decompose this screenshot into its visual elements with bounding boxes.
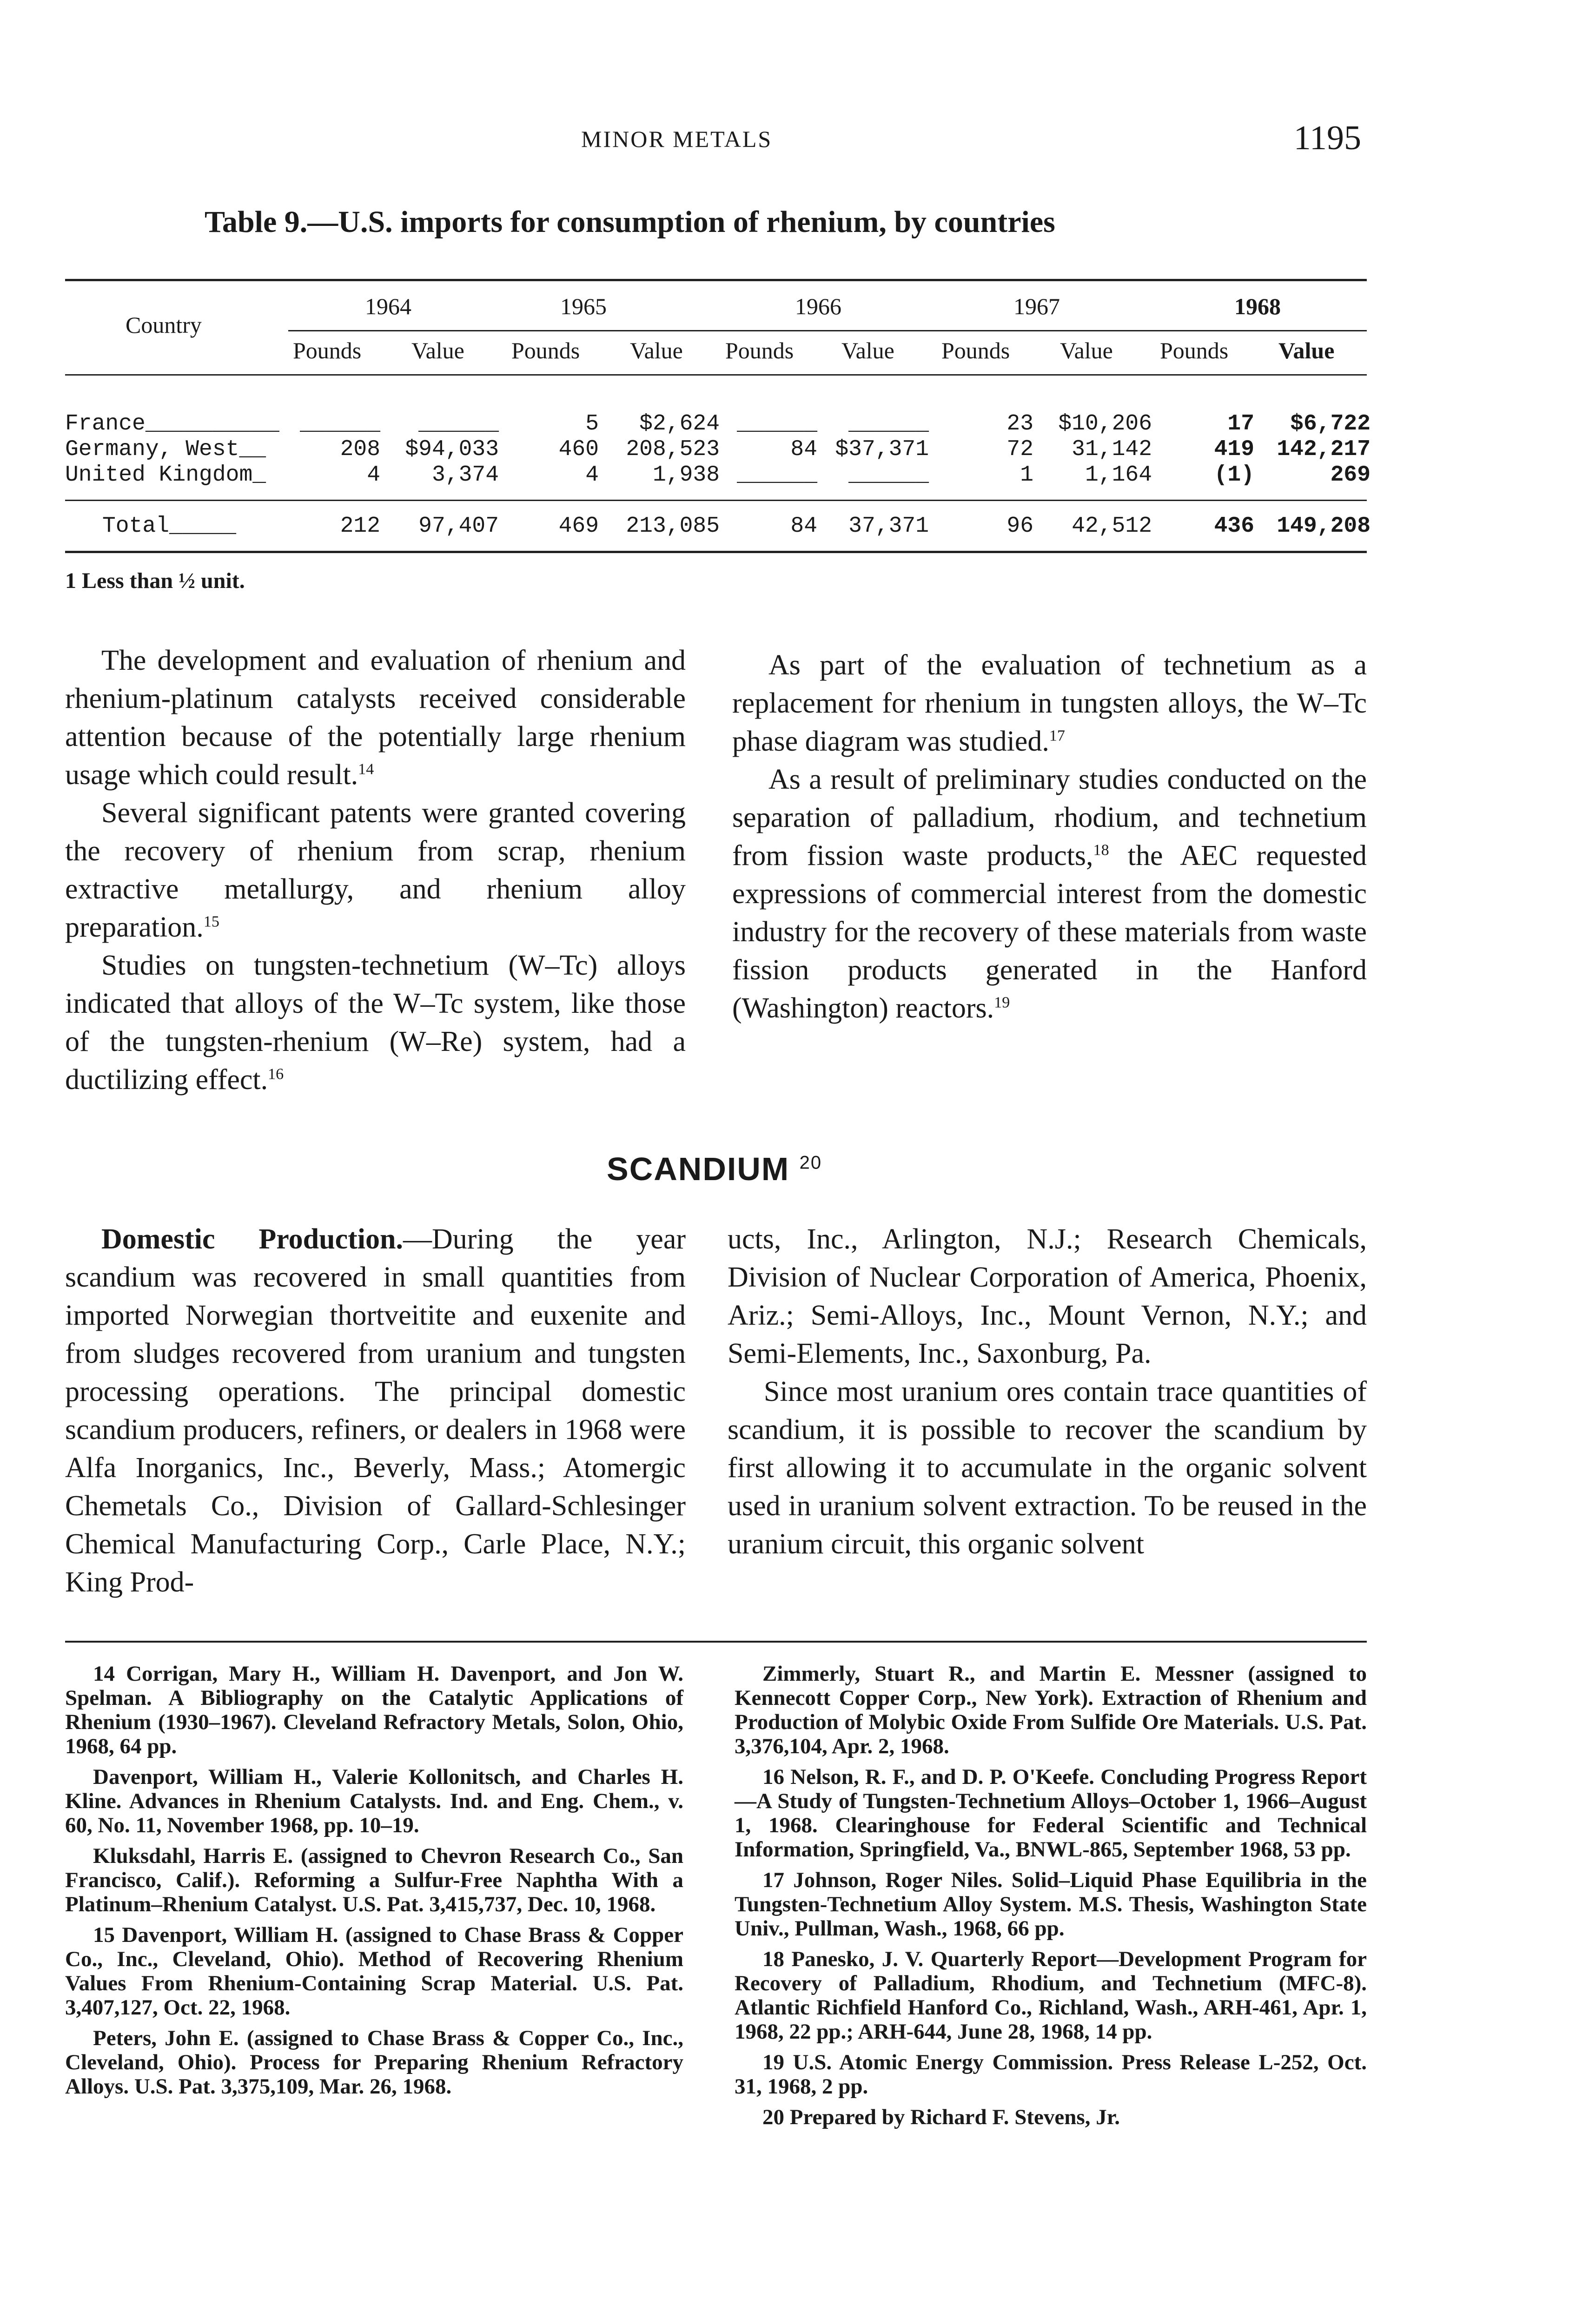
table-cell: ______	[300, 411, 380, 436]
subheader-pounds: Pounds	[941, 337, 1010, 363]
subheader-value: Value	[1060, 337, 1113, 363]
table-cell: 4	[585, 462, 599, 488]
table-header-country: Country	[126, 312, 202, 338]
year-subheader-rule	[288, 330, 1367, 331]
table-cell: 17	[1227, 411, 1254, 436]
table-total-cell: 213,085	[626, 514, 720, 539]
subheader-value: Value	[1278, 337, 1335, 363]
paragraph: ucts, Inc., Arlington, N.J.; Research Chemicals, Division of Nuclear Corporation of America, Phoenix, Ariz.; Semi-Alloys, Inc., Mount Vernon, N.Y.; and Semi-Elements, Inc., Saxonburg, Pa.	[728, 1223, 1367, 1369]
page-number: 1195	[1293, 119, 1361, 157]
table-total-cell: 469	[558, 514, 599, 539]
body-column-right-mid	[728, 1220, 1367, 1563]
footnote: 16 Nelson, R. F., and D. P. O'Keefe. Concluding Progress Report—A Study of Tungsten-Technetium Alloys–October 1, 1966–August 1, 1968. Clearinghouse for Federal Scientific and Technical Information, Springfield, Va., BNWL-865, September 1968, 53 pp.	[735, 1765, 1367, 1862]
year-header-1968: 1968	[1234, 293, 1281, 319]
table-row-label: Germany, West__	[65, 437, 266, 462]
running-head: MINOR METALS	[581, 126, 773, 152]
table-header-rule	[65, 374, 1367, 376]
table-cell: 208	[340, 437, 380, 462]
subheader-pounds: Pounds	[725, 337, 794, 363]
table-total-cell: 149,208	[1277, 514, 1371, 539]
section-heading: SCANDIUM $^{20}$	[607, 1151, 822, 1187]
paragraph: As a result of preliminary studies conducted on the separation of palladium, rhodium, and technetium from fission waste products,$^{18}$ the AEC requested expressions of commercial interest from the domestic industry for the recovery of these materials from waste fission products generated in the Hanford (Washington) reactors.$^{19}$	[732, 764, 1367, 1024]
table-total-rule	[65, 500, 1367, 501]
table-total-label: Total_____	[102, 514, 237, 539]
subheader-value: Value	[630, 337, 683, 363]
year-header-1964: 1964	[365, 293, 411, 319]
table-cell: 419	[1214, 437, 1254, 462]
table-cell: 72	[1006, 437, 1033, 462]
paragraph: As part of the evaluation of technetium as a replacement for rhenium in tungsten alloys, the W–Tc phase diagram was studied.$^{17}$	[732, 649, 1367, 757]
table-caption: Table 9.—U.S. imports for consumption of rhenium, by countries	[205, 205, 1055, 239]
table-total-cell: 97,407	[418, 514, 499, 539]
body-column-right-top	[732, 646, 1367, 1027]
subheader-pounds: Pounds	[293, 337, 362, 363]
footnote: Davenport, William H., Valerie Kollonitsch, and Charles H. Kline. Advances in Rhenium Catalysts. Ind. and Eng. Chem., v. 60, No. 11, November 1968, pp. 10–19.	[65, 1765, 683, 1837]
table-cell: $94,033	[405, 437, 499, 462]
footnote: Peters, John E. (assigned to Chase Brass & Copper Co., Inc., Cleveland, Ohio). Process for Preparing Rhenium Refractory Alloys. U.S. Pat. 3,375,109, Mar. 26, 1968.	[65, 2026, 683, 2099]
table-footnote: 1 Less than ½ unit.	[65, 568, 245, 593]
subheader-value: Value	[411, 337, 464, 363]
footnote: 18 Panesko, J. V. Quarterly Report—Development Program for Recovery of Palladium, Rhodium, and Technetium (MFC-8). Atlantic Richfield Hanford Co., Richland, Wash., ARH-461, Apr. 1, 1968, 22 pp.; ARH-644, June 28, 1968, 14 pp.	[735, 1947, 1367, 2044]
table-cell: ______	[418, 411, 499, 436]
table-bottom-rule	[65, 551, 1367, 553]
table-row-label: United Kingdom_	[65, 462, 266, 488]
table-cell: 31,142	[1072, 437, 1152, 462]
paragraph: Studies on tungsten-technetium (W–Tc) alloys indicated that alloys of the W–Tc system, like those of the tungsten-rhenium (W–Re) system, had a ductilizing effect.$^{16}$	[65, 950, 686, 1096]
paragraph: Domestic Production.—During the year scandium was recovered in small quantities from imported Norwegian thortveitite and euxenite and from sludges recovered from uranium and tungsten processing operations. The principal domestic scandium producers, refiners, or dealers in 1968 were Alfa Inorganics, Inc., Beverly, Mass.; Atomergic Chemetals Co., Division of Gallard-Schlesinger Chemical Manufacturing Corp., Carle Place, N.Y.; King Prod-	[65, 1223, 686, 1598]
subheader-pounds: Pounds	[1160, 337, 1229, 363]
paragraph: The development and evaluation of rhenium and rhenium-platinum catalysts received considerable attention because of the potentially large rhenium usage which could result.$^{14}$	[65, 645, 686, 791]
paragraph: Several significant patents were granted covering the recovery of rhenium from scrap, rhenium extractive metallurgy, and rhenium alloy preparation.$^{15}$	[65, 797, 686, 943]
footnote: Kluksdahl, Harris E. (assigned to Chevron Research Co., San Francisco, Calif.). Reforming a Sulfur-Free Naphtha With a Platinum–Rhenium Catalyst. U.S. Pat. 3,415,737, Dec. 10, 1968.	[65, 1844, 683, 1916]
table-cell: 1,164	[1085, 462, 1152, 488]
footnote: 14 Corrigan, Mary H., William H. Davenport, and Jon W. Spelman. A Bibliography on the Catalytic Applications of Rhenium (1930–1967). Cleveland Refractory Metals, Solon, Ohio, 1968, 64 pp.	[65, 1662, 683, 1758]
year-header-1965: 1965	[560, 293, 607, 319]
table-cell: 4	[367, 462, 380, 488]
footnotes-right	[735, 1662, 1367, 2136]
table-cell: $10,206	[1058, 411, 1152, 436]
year-header-1967: 1967	[1013, 293, 1060, 319]
table-cell: 5	[585, 411, 599, 436]
table-total-cell: 42,512	[1072, 514, 1152, 539]
footnote: 17 Johnson, Roger Niles. Solid–Liquid Phase Equilibria in the Tungsten-Technetium Alloy System. M.S. Thesis, Washington State Univ., Pullman, Wash., 1968, 66 pp.	[735, 1868, 1367, 1941]
body-column-left-mid	[65, 1220, 686, 1601]
subheader-pounds: Pounds	[511, 337, 580, 363]
table-cell: 84	[790, 437, 817, 462]
footnotes-left	[65, 1662, 683, 2105]
table-cell: 460	[558, 437, 599, 462]
table-cell: (1)	[1214, 462, 1254, 488]
table-cell: 23	[1006, 411, 1033, 436]
table-cell: 269	[1330, 462, 1371, 488]
body-column-left-top	[65, 641, 686, 1099]
run-in-heading: Domestic Production.	[101, 1223, 404, 1255]
table-row-label: France__________	[65, 411, 279, 436]
table-total-cell: 84	[790, 514, 817, 539]
table-cell: $6,722	[1290, 411, 1371, 436]
footnote: Zimmerly, Stuart R., and Martin E. Messner (assigned to Kennecott Copper Corp., New York). Extraction of Rhenium and Production of Molybic Oxide From Sulfide Ore Materials. U.S. Pat. 3,376,104, Apr. 2, 1968.	[735, 1662, 1367, 1758]
table-cell: $2,624	[639, 411, 720, 436]
table-cell: 208,523	[626, 437, 720, 462]
table-total-cell: 436	[1214, 514, 1254, 539]
table-cell: $37,371	[835, 437, 929, 462]
subheader-value: Value	[841, 337, 894, 363]
footnote-rule	[65, 1641, 1367, 1643]
table-cell: ______	[848, 411, 929, 436]
table-total-cell: 37,371	[848, 514, 929, 539]
table-cell: 142,217	[1277, 437, 1371, 462]
table-total-cell: 212	[340, 514, 380, 539]
table-cell: 1	[1020, 462, 1033, 488]
table-cell: ______	[737, 411, 817, 436]
table-cell: ______	[737, 462, 817, 488]
table-cell: 1,938	[652, 462, 720, 488]
table-cell: 3,374	[431, 462, 499, 488]
footnote: 20 Prepared by Richard F. Stevens, Jr.	[762, 2105, 1120, 2129]
footnote: 15 Davenport, William H. (assigned to Chase Brass & Copper Co., Inc., Cleveland, Ohio). Method of Recovering Rhenium Values From Rhenium-Containing Scrap Material. U.S. Pat. 3,407,127, Oct. 22, 1968.	[65, 1923, 683, 2020]
footnote: 19 U.S. Atomic Energy Commission. Press Release L-252, Oct. 31, 1968, 2 pp.	[735, 2050, 1367, 2099]
year-header-1966: 1966	[795, 293, 841, 319]
table-top-rule	[65, 279, 1367, 281]
paragraph: Since most uranium ores contain trace quantities of scandium, it is possible to recover the scandium by first allowing it to accumulate in the organic solvent used in uranium solvent extraction. To be reused in the uranium circuit, this organic solvent	[728, 1376, 1367, 1560]
table-cell: ______	[848, 462, 929, 488]
table-total-cell: 96	[1006, 514, 1033, 539]
